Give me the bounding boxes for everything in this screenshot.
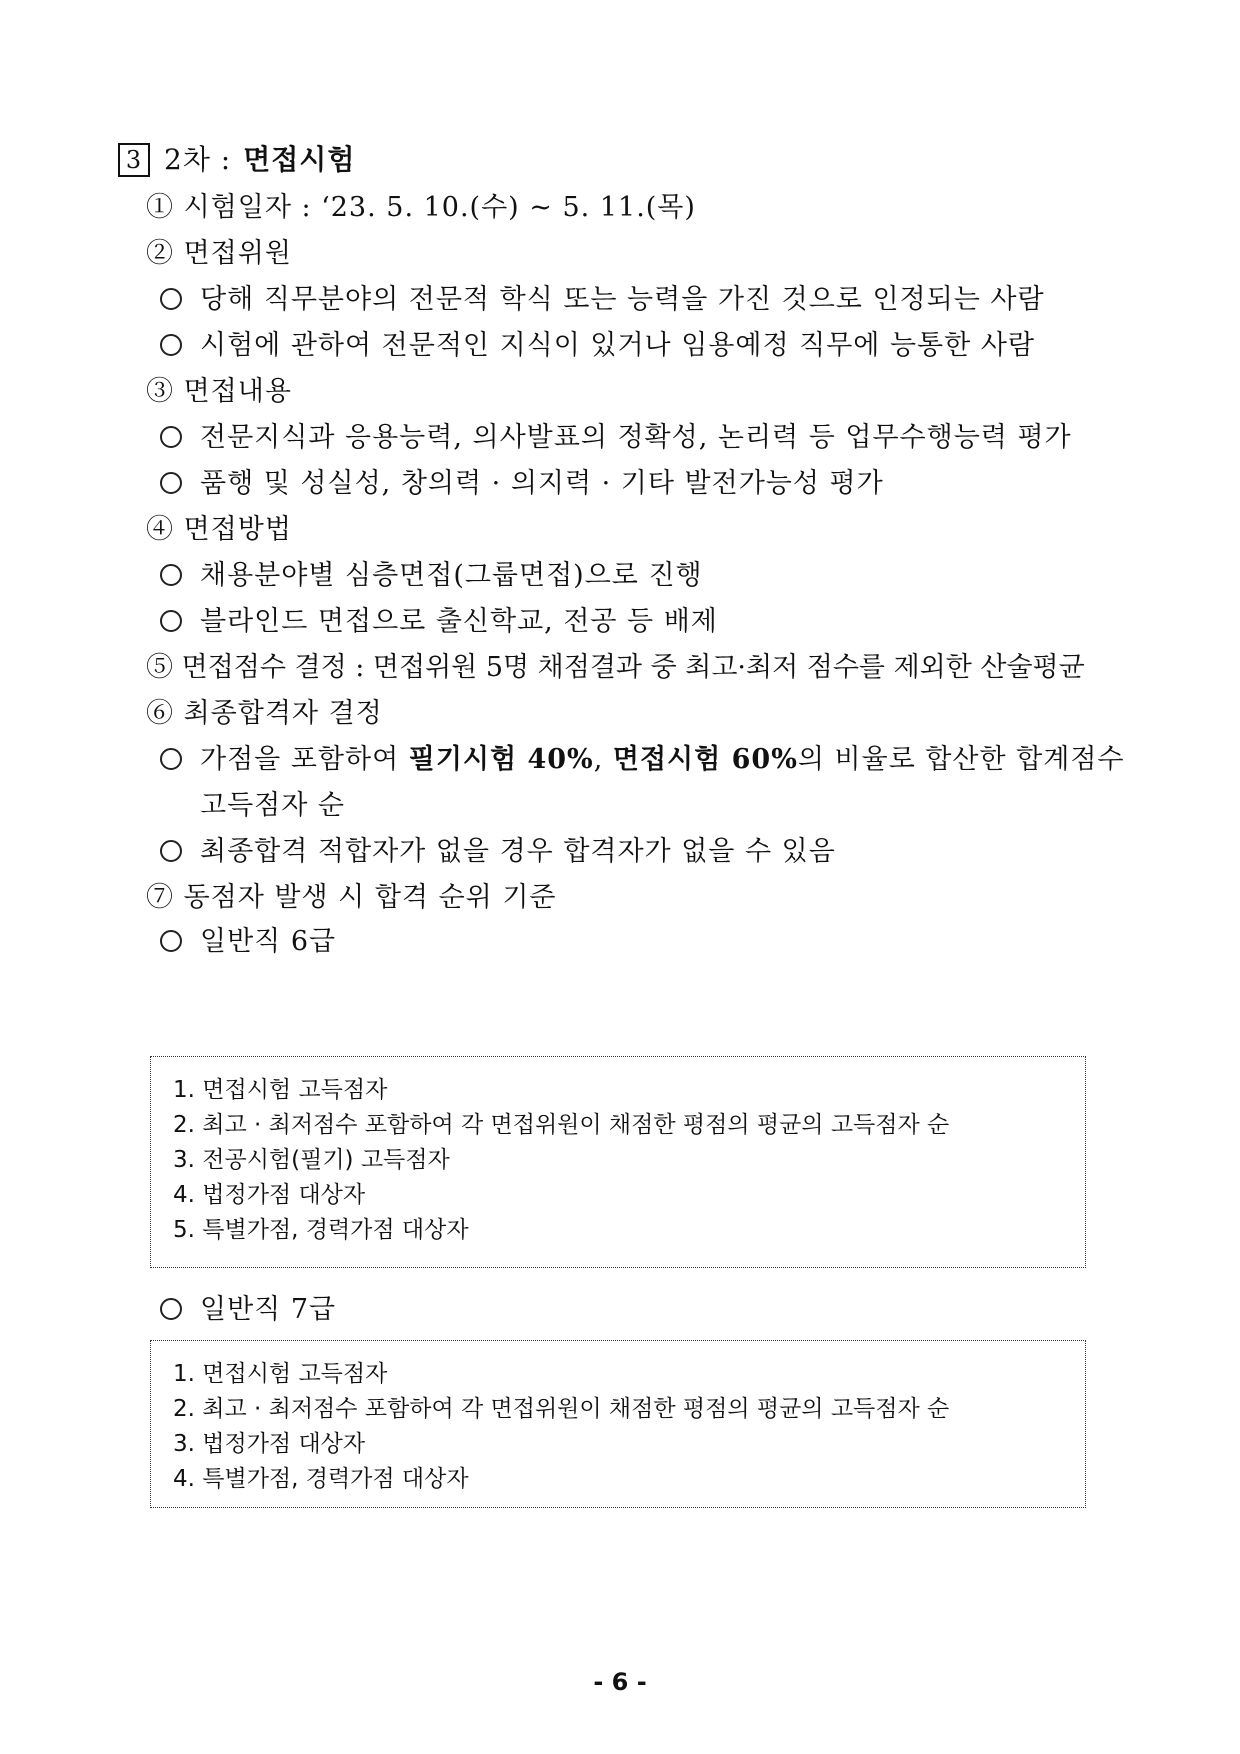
method-bullet-2: 블라인드 면접으로 출신학교, 전공 등 배제 (160, 604, 718, 640)
section-number-box: 3 (118, 143, 150, 177)
section-title: 면접시험 (243, 143, 356, 176)
list-item: 4. 특별가점, 경력가점 대상자 (173, 1466, 469, 1492)
circle-bullet-icon (160, 610, 182, 632)
committee-bullet-1: 당해 직무분야의 전문적 학식 또는 능력을 가진 것으로 인정되는 사람 (160, 282, 1045, 318)
final-bullet-1: 가점을 포함하여 필기시험 40%, 면접시험 60%의 비율로 합산한 합계점수 (160, 742, 1125, 778)
content-heading: ③ 면접내용 (146, 376, 292, 407)
circle-bullet-icon (160, 564, 182, 586)
written-weight: 필기시험 40% (408, 744, 594, 775)
content-bullet-2: 품행 및 성실성, 창의력 · 의지력 · 기타 발전가능성 평가 (160, 466, 884, 502)
section-heading (118, 142, 355, 178)
list-item: 2. 최고 · 최저점수 포함하여 각 면접위원이 채점한 평점의 평균의 고득점자 순 (173, 1396, 950, 1422)
list-item: 1. 면접시험 고득점자 (173, 1361, 388, 1387)
circle-bullet-icon (160, 334, 182, 356)
tie-heading: ⑦ 동점자 발생 시 합격 순위 기준 (146, 882, 557, 913)
list-item: 5. 특별가점, 경력가점 대상자 (173, 1217, 469, 1243)
list-item: 3. 법정가점 대상자 (173, 1431, 366, 1457)
list-item: 1. 면접시험 고득점자 (173, 1077, 388, 1103)
grade7-criteria-box (150, 1340, 1086, 1508)
method-bullet-1: 채용분야별 심층면접(그룹면접)으로 진행 (160, 558, 703, 594)
circle-bullet-icon (160, 288, 182, 310)
section-label: 2차 : (164, 143, 232, 176)
page-number: - 6 - (593, 1668, 647, 1696)
interview-weight: 면접시험 60% (612, 744, 798, 775)
list-item: 4. 법정가점 대상자 (173, 1182, 366, 1208)
final-bullet-1-continuation: 고득점자 순 (200, 790, 345, 821)
committee-heading: ② 면접위원 (146, 238, 292, 269)
circle-bullet-icon (160, 426, 182, 448)
circle-bullet-icon (160, 930, 182, 952)
circle-bullet-icon (160, 748, 182, 770)
circle-bullet-icon (160, 1298, 182, 1320)
circle-bullet-icon (160, 472, 182, 494)
final-heading: ⑥ 최종합격자 결정 (146, 698, 383, 729)
committee-bullet-2: 시험에 관하여 전문적인 지식이 있거나 임용예정 직무에 능통한 사람 (160, 328, 1035, 364)
list-item: 3. 전공시험(필기) 고득점자 (173, 1147, 450, 1173)
grade6-criteria-box (150, 1056, 1086, 1268)
exam-date: ① 시험일자 : ‘23. 5. 10.(수) ~ 5. 11.(목) (146, 192, 696, 223)
content-bullet-1: 전문지식과 응용능력, 의사발표의 정확성, 논리력 등 업무수행능력 평가 (160, 420, 1072, 456)
final-bullet-2: 최종합격 적합자가 없을 경우 합격자가 없을 수 있음 (160, 834, 836, 870)
circle-bullet-icon (160, 840, 182, 862)
score-rule: ⑤ 면접점수 결정 : 면접위원 5명 채점결과 중 최고·최저 점수를 제외한 산술평균 (146, 652, 1085, 683)
method-heading: ④ 면접방법 (146, 514, 292, 545)
grade7-label: 일반직 7급 (160, 1292, 336, 1328)
list-item: 2. 최고 · 최저점수 포함하여 각 면접위원이 채점한 평점의 평균의 고득점자 순 (173, 1112, 950, 1138)
grade6-label: 일반직 6급 (160, 924, 336, 960)
